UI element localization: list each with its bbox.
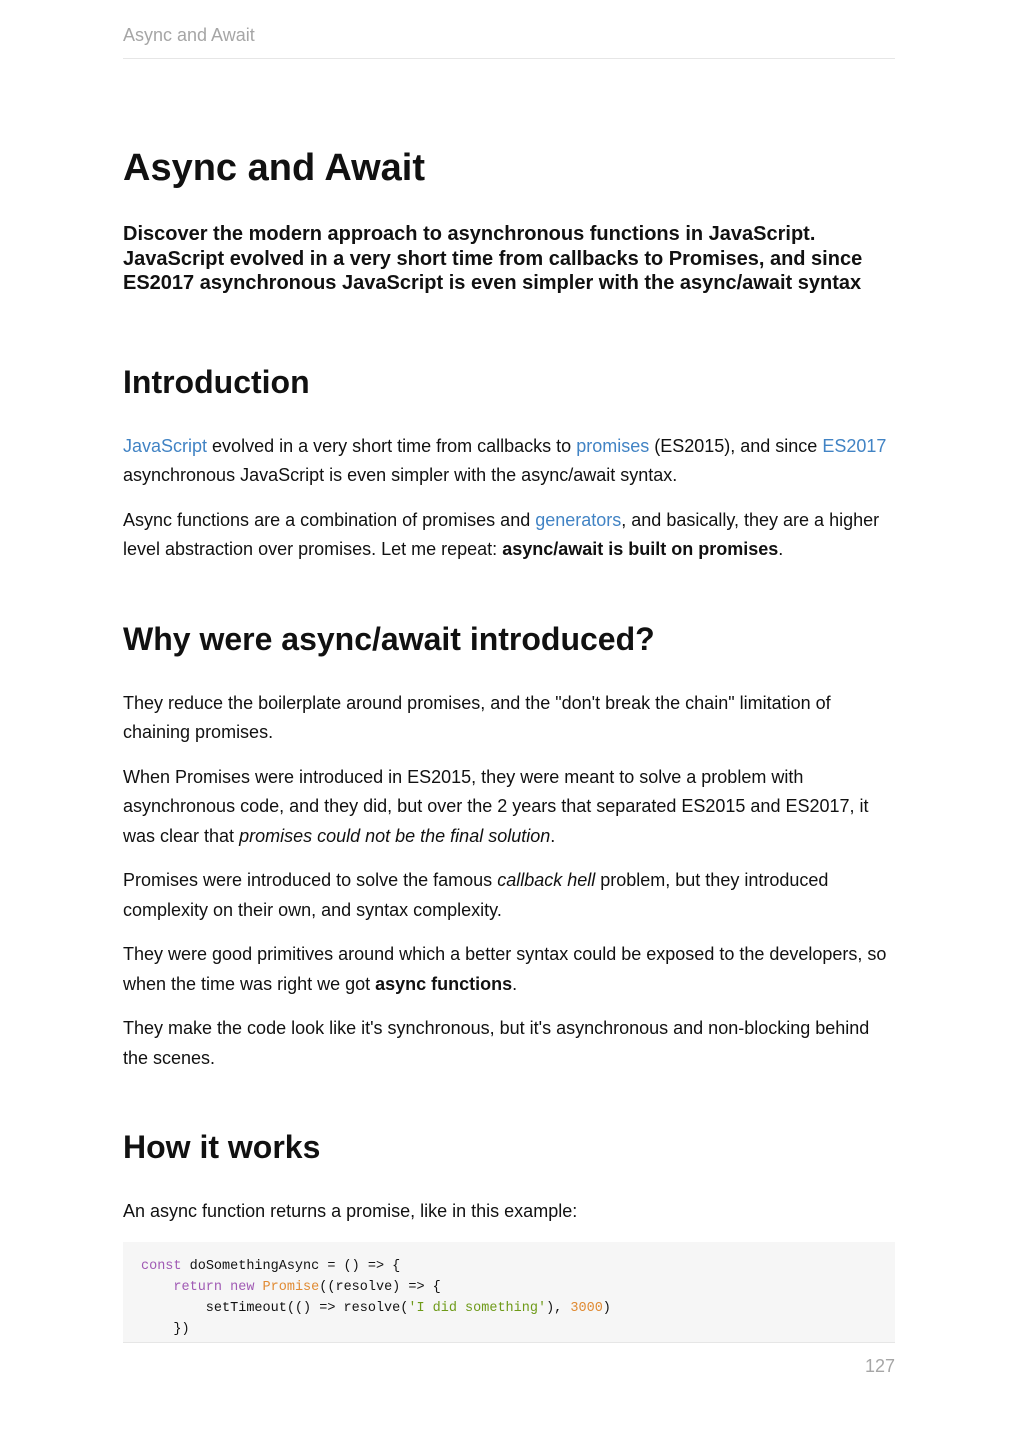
footer-divider: [123, 1342, 895, 1343]
heading-why: Why were async/await introduced?: [123, 620, 655, 657]
heading-introduction: Introduction: [123, 363, 310, 400]
intro-paragraph-2: Async functions are a combination of promises and generators, and basically, they are a higher level abstraction over promises. Let me repeat: async/await is built on promises.: [123, 509, 880, 559]
lead-paragraph: Discover the modern approach to asynchronous functions in JavaScript. JavaScript evolved in a very short time from callbacks to Promises, and since ES2017 asynchronous JavaScript is even simpler with the async/await syntax: [123, 223, 863, 294]
running-header: [123, 24, 895, 59]
how-paragraph-1: An async function returns a promise, like in this example:: [123, 1201, 578, 1221]
bold-text: async/await is built on promises: [502, 539, 779, 559]
why-paragraph-3: Promises were introduced to solve the famous callback hell problem, but they introduced complexity on their own, and syntax complexity.: [123, 870, 829, 920]
why-paragraph-4: They were good primitives around which a better syntax could be exposed to the developers, so when the time was right we got async functions.: [123, 944, 887, 994]
bold-text: async functions: [375, 973, 513, 994]
link-es2017[interactable]: ES2017: [822, 435, 887, 456]
running-header-title: Async and Await: [123, 25, 255, 45]
heading-how-it-works: How it works: [123, 1129, 321, 1165]
page-title: Async and Await: [123, 147, 425, 189]
code-block: const doSomethingAsync = () => { return new Promise((resolve) => { setTimeout(() => resolve('I did something'), 3000) }): [123, 1242, 895, 1342]
page-content: [123, 140, 895, 1342]
why-paragraph-1: They reduce the boilerplate around promises, and the "don't break the chain" limitation of chaining promises.: [123, 692, 831, 742]
why-paragraph-5: They make the code look like it's synchronous, but it's asynchronous and non-blocking behind the scenes.: [123, 1018, 870, 1068]
link-javascript[interactable]: JavaScript: [123, 435, 208, 456]
intro-paragraph-1: JavaScript evolved in a very short time from callbacks to promises (ES2015), and since ES2017 asynchronous JavaScript is even simpler with the async/await syntax.: [123, 435, 887, 485]
why-paragraph-2: When Promises were introduced in ES2015, they were meant to solve a problem with asynchronous code, and they did, but over the 2 years that separated ES2015 and ES2017, it was clear that promises could not be the final solution.: [123, 766, 869, 846]
link-promises[interactable]: promises: [576, 435, 650, 456]
italic-text: promises could not be the final solution: [239, 825, 551, 846]
page-number: 127: [864, 1356, 895, 1376]
link-generators[interactable]: generators: [535, 509, 622, 530]
italic-text: callback hell: [497, 870, 596, 890]
